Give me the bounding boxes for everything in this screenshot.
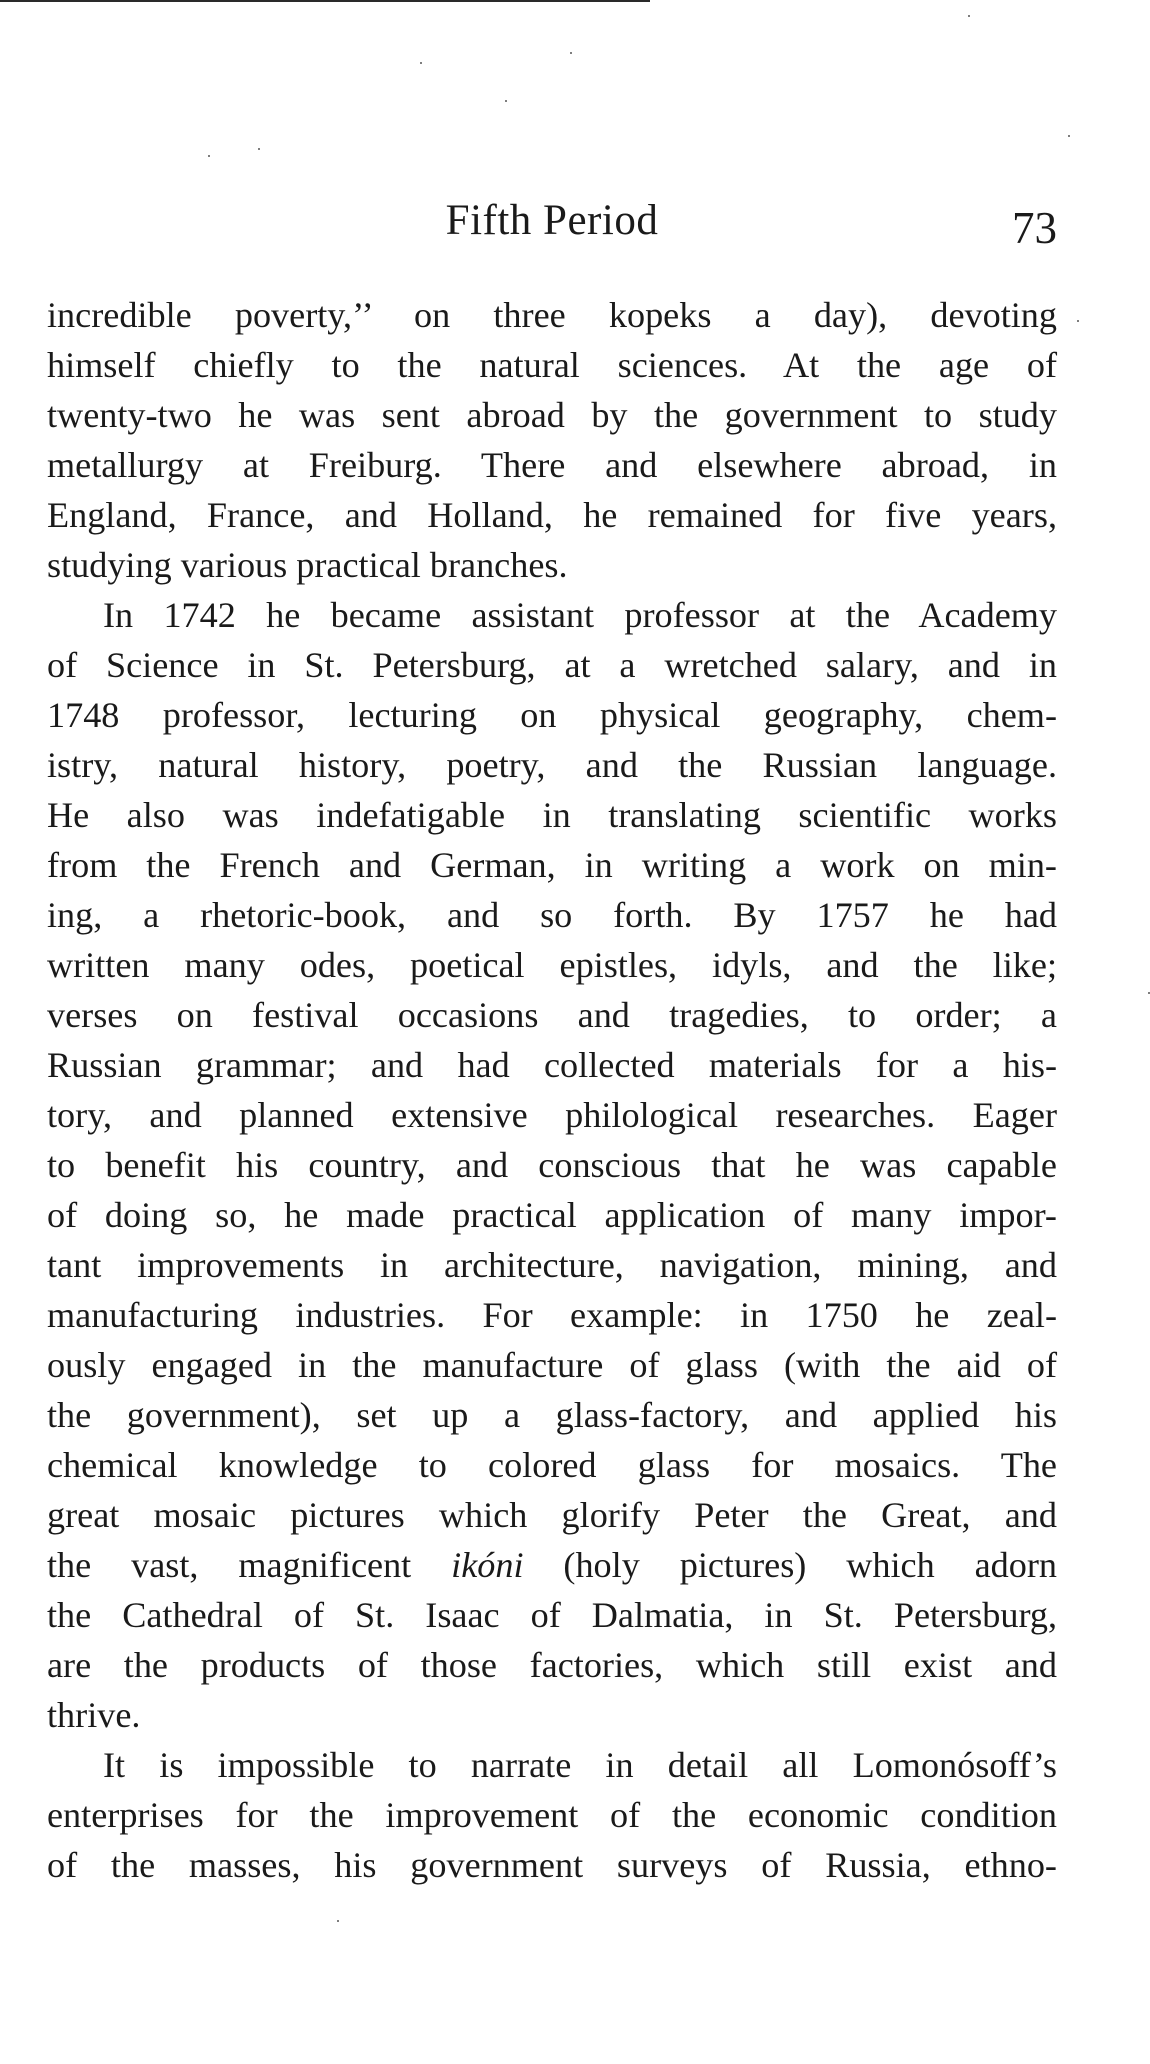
- text-line: the Cathedral of St. Isaac of Dalmatia, in St. Petersburg,: [47, 1595, 1057, 1635]
- speck: [258, 148, 260, 150]
- text-line: enterprises for the improvement of the economic condition: [47, 1795, 1057, 1835]
- text-line: written many odes, poetical epistles, idyls, and the like;: [47, 945, 1057, 985]
- text-line: great mosaic pictures which glorify Peter the Great, and: [47, 1495, 1057, 1535]
- speck: [1077, 320, 1079, 322]
- text-line: the government), set up a glass-factory, and applied his: [47, 1395, 1057, 1435]
- text-line: himself chiefly to the natural sciences. At the age of: [47, 345, 1057, 385]
- text-line: England, France, and Holland, he remained for five years,: [47, 495, 1057, 535]
- running-title: Fifth Period: [445, 197, 659, 244]
- paragraph: [47, 290, 1057, 590]
- text-line: 1748 professor, lecturing on physical geography, chem-: [47, 695, 1057, 735]
- text-line: ously engaged in the manufacture of glass (with the aid of: [47, 1345, 1057, 1385]
- speck: [208, 155, 210, 157]
- speck: [570, 52, 572, 54]
- text-line: tant improvements in architecture, navigation, mining, and: [47, 1245, 1057, 1285]
- text-line: chemical knowledge to colored glass for mosaics. The: [47, 1445, 1057, 1485]
- text-line: Russian grammar; and had collected materials for a his-: [47, 1045, 1057, 1085]
- page-number: 73: [1012, 203, 1057, 253]
- text-line: metallurgy at Freiburg. There and elsewhere abroad, in: [47, 445, 1057, 485]
- text-line: of Science in St. Petersburg, at a wretched salary, and in: [47, 645, 1057, 685]
- speck: [337, 1920, 339, 1922]
- text-line: manufacturing industries. For example: in 1750 he zeal-: [47, 1295, 1057, 1335]
- paragraph: [47, 1740, 1057, 1890]
- speck: [420, 62, 422, 64]
- text-line: thrive.: [47, 1695, 141, 1735]
- text-line: incredible poverty,’’ on three kopeks a day), devoting: [47, 295, 1057, 335]
- paragraph: [47, 590, 1057, 1740]
- text-line: tory, and planned extensive philological researches. Eager: [47, 1095, 1057, 1135]
- text-line: In 1742 he became assistant professor at the Academy: [103, 595, 1057, 635]
- text-line: He also was indefatigable in translating scientific works: [47, 795, 1057, 835]
- speck: [1068, 135, 1070, 137]
- text-line: verses on festival occasions and tragedies, to order; a: [47, 995, 1057, 1035]
- italic-term: ikóni: [451, 1545, 524, 1585]
- text-line: of the masses, his government surveys of Russia, ethno-: [47, 1845, 1057, 1885]
- text-line: ing, a rhetoric-book, and so forth. By 1757 he had: [47, 895, 1057, 935]
- text-line: from the French and German, in writing a work on min-: [47, 845, 1057, 885]
- text-line: istry, natural history, poetry, and the Russian language.: [47, 745, 1057, 785]
- speck: [505, 100, 507, 102]
- text-line: twenty-two he was sent abroad by the government to study: [47, 395, 1057, 435]
- top-rule: [0, 0, 650, 2]
- text-line: to benefit his country, and conscious that he was capable: [47, 1145, 1057, 1185]
- speck: [968, 15, 970, 17]
- page-header: [47, 196, 1057, 256]
- text-line: It is impossible to narrate in detail all Lomonósoff’s: [103, 1745, 1057, 1785]
- text-line: are the products of those factories, which still exist and: [47, 1645, 1057, 1685]
- text-line: the vast, magnificent ikóni (holy pictures) which adorn: [47, 1545, 1057, 1585]
- text-line: studying various practical branches.: [47, 545, 568, 585]
- body-text: [47, 290, 1057, 1890]
- text-line: of doing so, he made practical application of many impor-: [47, 1195, 1057, 1235]
